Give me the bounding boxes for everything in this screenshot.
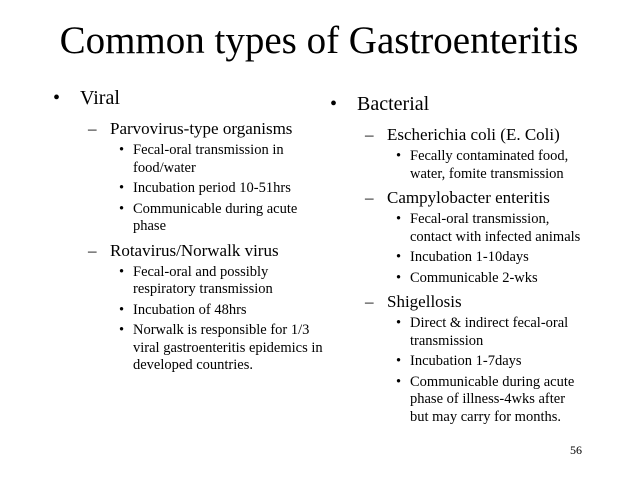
bullet: • [53, 87, 61, 109]
bullet: • [396, 373, 402, 390]
list-item [330, 270, 620, 288]
rotavirus-group [53, 241, 323, 261]
bullet: • [119, 142, 125, 158]
item-text: Fecal-oral transmission, contact with infected animals [410, 211, 581, 245]
bullet: • [396, 249, 402, 265]
bullet: • [119, 263, 125, 280]
dash: – [365, 292, 374, 311]
item-text: Incubation of 48hrs [133, 301, 247, 318]
ecoli-group [330, 125, 620, 145]
dash: – [365, 188, 374, 207]
bullet: • [330, 93, 338, 115]
list-item [53, 302, 323, 320]
viral-heading [53, 86, 323, 110]
list-item [330, 353, 620, 371]
list-item [330, 374, 620, 427]
campylobacter-group [330, 188, 620, 208]
slide-title: Common types of Gastroenteritis [59, 19, 579, 62]
bacterial-column [330, 92, 620, 426]
bullet: • [119, 180, 125, 196]
dash: – [88, 119, 97, 138]
bacterial-heading-text: Bacterial [357, 93, 430, 115]
list-item [53, 180, 323, 198]
group-label: Rotavirus/Norwalk virus [110, 240, 279, 260]
bullet: • [396, 353, 402, 369]
bullet: • [119, 200, 125, 217]
item-text: Communicable 2-wks [410, 269, 538, 286]
page-number: 56 [570, 443, 582, 457]
bullet: • [119, 301, 125, 318]
shigellosis-group [330, 292, 620, 312]
list-item [53, 201, 323, 236]
item-text: Fecal-oral and possibly respiratory transmission [133, 263, 273, 297]
group-label: Campylobacter enteritis [387, 188, 550, 207]
bacterial-heading [330, 92, 620, 116]
item-text: Fecal-oral transmission in food/water [133, 142, 284, 176]
bullet: • [396, 315, 402, 331]
item-text: Incubation 1-7days [410, 353, 522, 369]
item-text: Communicable during acute phase [133, 200, 298, 234]
list-item [330, 315, 620, 350]
viral-heading-text: Viral [80, 87, 120, 109]
item-text: Incubation 1-10days [410, 249, 529, 265]
parvovirus-group [53, 119, 323, 139]
bullet: • [396, 269, 402, 286]
item-text: Communicable during acute phase of illness-4wks after but may carry for months. [410, 373, 575, 425]
item-text: Norwalk is responsible for 1/3 viral gastroenteritis epidemics in developed countries. [133, 322, 323, 373]
item-text: Fecally contaminated food, water, fomite transmission [410, 148, 569, 182]
list-item [53, 264, 323, 299]
bullet: • [396, 148, 402, 164]
list-item [330, 211, 620, 246]
group-label: Parvovirus-type organisms [110, 119, 293, 138]
viral-column [53, 86, 323, 375]
group-label: Escherichia coli (E. Coli) [387, 125, 560, 144]
list-item [53, 142, 323, 177]
bullet: • [119, 322, 125, 338]
list-item [330, 249, 620, 267]
group-label: Shigellosis [387, 292, 462, 311]
list-item [53, 322, 323, 375]
bullet: • [396, 211, 402, 227]
dash: – [88, 240, 97, 260]
dash: – [365, 125, 374, 144]
list-item [330, 148, 620, 183]
item-text: Incubation period 10-51hrs [133, 180, 291, 196]
item-text: Direct & indirect fecal-oral transmission [410, 315, 569, 349]
